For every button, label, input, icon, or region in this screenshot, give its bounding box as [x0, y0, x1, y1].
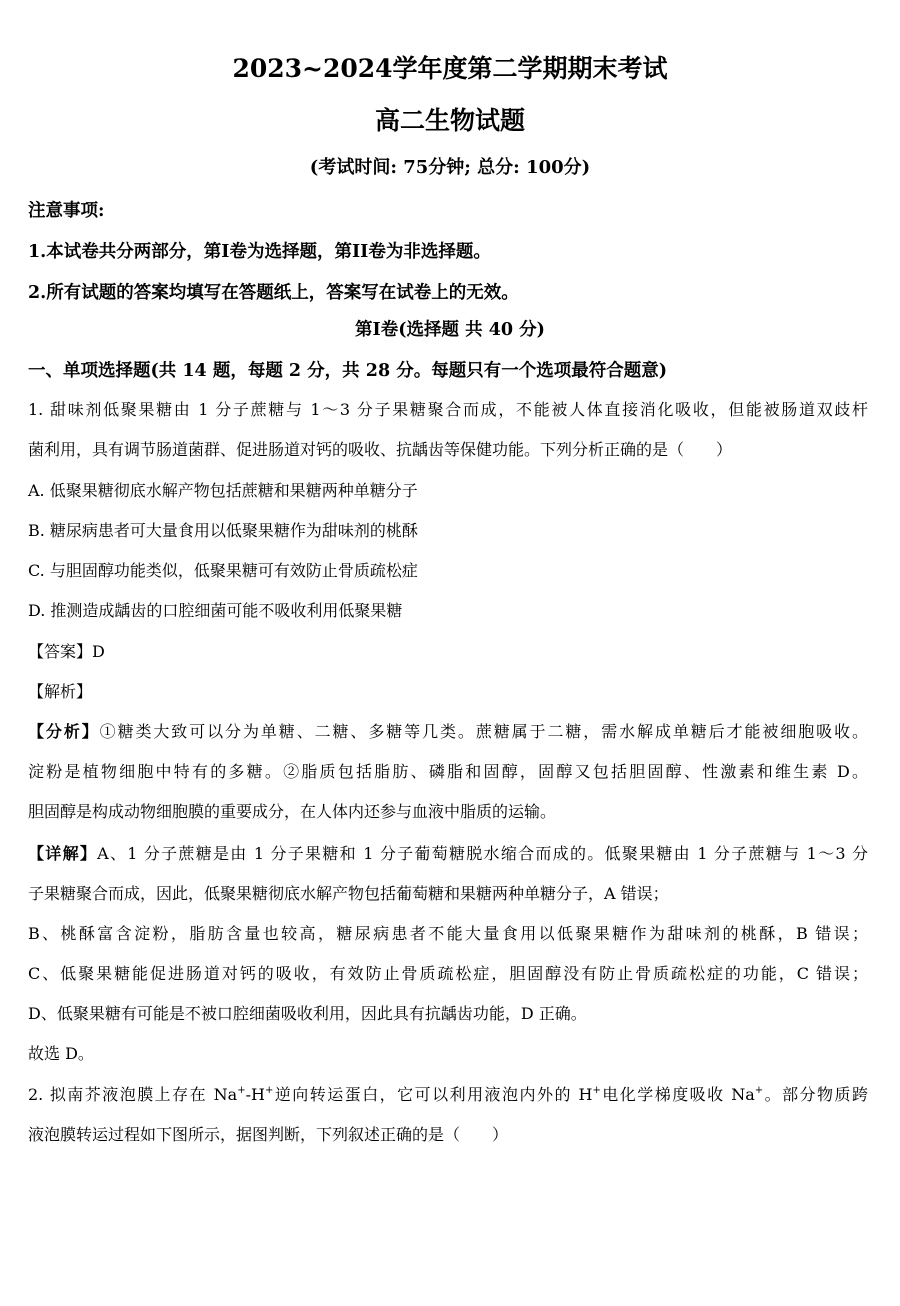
q2-text-5: 。部分物质跨 — [763, 1085, 868, 1104]
q2-text-4: 电化学梯度吸收 Na — [600, 1085, 755, 1104]
question-1-analysis-label: 【解析】 — [28, 682, 93, 701]
question-1-stem-line-1: 1. 甜味剂低聚果糖由 1 分子蔗糖与 1～3 分子果糖聚合而成，不能被人体直接消化吸收，但能被肠道双歧杆 — [28, 400, 868, 419]
q2-sup-4: + — [754, 1084, 764, 1096]
q2-text-2: -H — [245, 1085, 265, 1104]
q2-text-1: 2. 拟南芥液泡膜上存在 Na — [28, 1085, 238, 1104]
question-1-fenxi-line-1 — [28, 720, 868, 744]
question-1-answer: 【答案】D — [28, 642, 105, 661]
question-1-option-b: B. 糖尿病患者可大量食用以低聚果糖作为甜味剂的桃酥 — [28, 521, 418, 540]
question-1-fenxi-line-2: 淀粉是植物细胞中特有的多糖。②脂质包括脂肪、磷脂和固醇，固醇又包括胆固醇、性激素和维生素 D。 — [28, 762, 868, 781]
question-1-option-d: D. 推测造成龋齿的口腔细菌可能不吸收利用低聚果糖 — [28, 601, 403, 620]
exam-title: 2023~2024学年度第二学期期末考试 — [232, 54, 668, 83]
notice-item-2: 2.所有试题的答案均填写在答题纸上，答案写在试卷上的无效。 — [28, 283, 519, 303]
xiangjie-tag: 【详解】 — [28, 844, 98, 863]
question-2-stem-line-1 — [28, 1083, 868, 1107]
question-1-xiangjie-line-4: C、低聚果糖能促进肠道对钙的吸收，有效防止骨质疏松症，胆固醇没有防止骨质疏松症的功能，C 错误； — [28, 964, 868, 983]
q2-sup-3: + — [592, 1084, 601, 1096]
question-1-option-a: A. 低聚果糖彻底水解产物包括蔗糖和果糖两种单糖分子 — [28, 481, 418, 500]
question-2-stem-line-2: 液泡膜转运过程如下图所示，据图判断，下列叙述正确的是（ ） — [28, 1125, 509, 1144]
subject-title: 高二生物试题 — [374, 106, 525, 135]
q2-sup-2: + — [264, 1084, 274, 1096]
question-1-fenxi-line-3: 胆固醇是构成动物细胞膜的重要成分，在人体内还参与血液中脂质的运输。 — [28, 802, 557, 821]
question-1-option-c: C. 与胆固醇功能类似，低聚果糖可有效防止骨质疏松症 — [28, 561, 418, 580]
question-1-conclusion: 故选 D。 — [28, 1044, 94, 1063]
fenxi-text-1: ①糖类大致可以分为单糖、二糖、多糖等几类。蔗糖属于二糖，需水解成单糖后才能被细胞吸收。 — [99, 722, 868, 741]
question-1-xiangjie-line-5: D、低聚果糖有可能是不被口腔细菌吸收利用，因此具有抗龋齿功能，D 正确。 — [28, 1004, 587, 1023]
question-1-xiangjie-line-2: 子果糖聚合而成，因此，低聚果糖彻底水解产物包括葡萄糖和果糖两种单糖分子，A 错误； — [28, 884, 669, 903]
question-1-stem-line-2: 菌利用，具有调节肠道菌群、促进肠道对钙的吸收、抗龋齿等保健功能。下列分析正确的是（ ） — [28, 440, 733, 459]
fenxi-tag: 【分析】 — [28, 722, 100, 741]
q2-text-3: 逆向转运蛋白，它可以利用液泡内外的 H — [273, 1085, 593, 1104]
question-1-xiangjie-line-3: B、桃酥富含淀粉，脂肪含量也较高，糖尿病患者不能大量食用以低聚果糖作为甜味剂的桃酥，B 错误； — [28, 924, 868, 943]
q2-sup-1: + — [237, 1084, 246, 1096]
exam-info: (考试时间: 75分钟; 总分: 100分) — [309, 157, 591, 178]
question-1-xiangjie-line-1 — [28, 842, 868, 866]
part-title: 第I卷(选择题 共 40 分) — [355, 320, 545, 340]
notice-heading: 注意事项: — [28, 201, 105, 221]
xiangjie-text-1: A、1 分子蔗糖是由 1 分子果糖和 1 分子葡萄糖脱水缩合而成的。低聚果糖由 1 分子蔗糖与 1～3 分 — [97, 844, 868, 863]
section-heading: 一、单项选择题(共 14 题，每题 2 分，共 28 分。每题只有一个选项最符合题意) — [28, 361, 667, 381]
notice-item-1: 1.本试卷共分两部分，第I卷为选择题，第II卷为非选择题。 — [28, 242, 491, 262]
